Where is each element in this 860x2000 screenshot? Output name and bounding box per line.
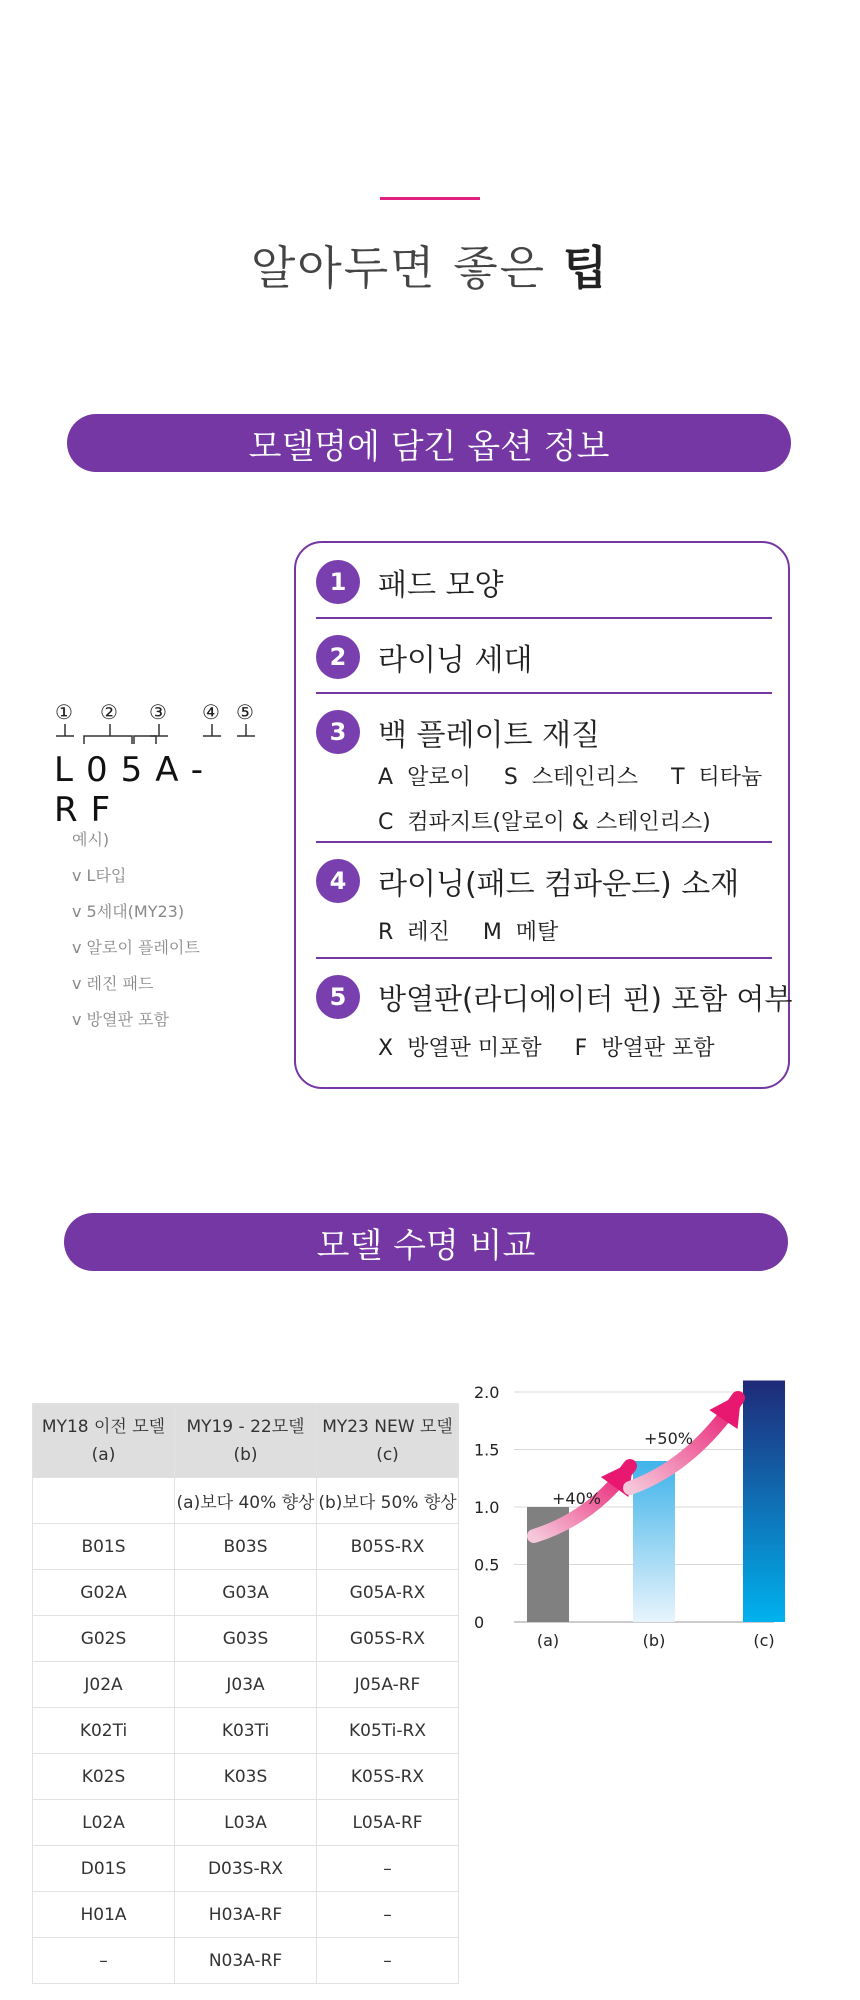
model-code-diagram (52, 700, 282, 830)
option-2 (316, 635, 772, 679)
table-row (33, 1846, 459, 1892)
example-item: v L타입 (72, 866, 127, 885)
table-header-cell: MY18 이전 모델 (a) (33, 1404, 175, 1478)
option-divider (316, 841, 772, 843)
table-cell: – (317, 1846, 459, 1892)
option-3 (316, 710, 772, 836)
table-cell: H01A (33, 1892, 175, 1938)
model-comparison-table (32, 1403, 459, 1984)
table-cell: J03A (175, 1662, 317, 1708)
chart-ytick-label: 0.5 (474, 1555, 500, 1575)
table-header-row (33, 1404, 459, 1478)
table-cell: J05A-RF (317, 1662, 459, 1708)
option-label: 방열판 미포함 (407, 1036, 542, 1061)
option-number-badge: 1 (316, 560, 360, 604)
table-cell (33, 1478, 175, 1524)
option-code: A (378, 765, 394, 790)
table-cell: N03A-RF (175, 1938, 317, 1984)
table-cell: L02A (33, 1800, 175, 1846)
table-cell: D01S (33, 1846, 175, 1892)
table-row (33, 1800, 459, 1846)
table-header-cell: MY19 - 22모델 (b) (175, 1404, 317, 1478)
option-label: 컴파지트(알로이 & 스테인리스) (407, 810, 711, 835)
table-cell: B05S-RX (317, 1524, 459, 1570)
table-cell: – (33, 1938, 175, 1984)
table-cell: K03S (175, 1754, 317, 1800)
chart-bar (743, 1381, 785, 1623)
table-row (33, 1570, 459, 1616)
tip-title-regular: 알아두면 좋은 (250, 241, 547, 295)
table-improvement-row (33, 1478, 459, 1524)
option-title: 패드 모양 (378, 568, 504, 603)
option-values (378, 760, 772, 791)
table-row (33, 1938, 459, 1984)
example-item: v 알로이 플레이트 (72, 938, 200, 957)
table-cell: G05S-RX (317, 1616, 459, 1662)
tip-title-bold: 팁 (562, 241, 610, 295)
option-info-banner (67, 414, 791, 472)
option-label: 메탈 (515, 920, 559, 945)
option-code: M (482, 920, 502, 945)
code-position-5: ⑤ (236, 700, 254, 724)
table-header-cell: MY23 NEW 모델 (c) (317, 1404, 459, 1478)
table-cell: – (317, 1892, 459, 1938)
code-position-1: ① (55, 700, 73, 724)
table-cell: L03A (175, 1800, 317, 1846)
table-row (33, 1524, 459, 1570)
table-cell: D03S-RX (175, 1846, 317, 1892)
option-label: 티타늄 (698, 765, 763, 790)
code-position-3: ③ (149, 700, 167, 724)
table-cell: (a)보다 40% 향상 (175, 1478, 317, 1524)
option-code: F (574, 1036, 588, 1061)
chart-annotation: +50% (644, 1429, 693, 1448)
option-number-badge: 3 (316, 710, 360, 754)
table-row (33, 1754, 459, 1800)
code-position-2: ② (100, 700, 118, 724)
option-title: 백 플레이트 재질 (378, 718, 600, 753)
table-cell: – (317, 1938, 459, 1984)
table-cell: G02A (33, 1570, 175, 1616)
chart-annotation: +40% (552, 1489, 601, 1508)
option-1 (316, 560, 772, 604)
table-cell: G03A (175, 1570, 317, 1616)
chart-ytick-label: 1.0 (474, 1498, 500, 1517)
lifespan-bar-chart (474, 1383, 794, 1700)
table-cell: G02S (33, 1616, 175, 1662)
example-item: v 5세대(MY23) (72, 902, 185, 921)
tip-title (0, 232, 860, 298)
table-cell: B03S (175, 1524, 317, 1570)
table-cell: J02A (33, 1662, 175, 1708)
table-cell: K05Ti-RX (317, 1708, 459, 1754)
accent-line (380, 197, 480, 200)
option-number-badge: 2 (316, 635, 360, 679)
option-divider (316, 692, 772, 694)
option-title: 라이닝(패드 컴파운드) 소재 (378, 867, 740, 902)
option-number-badge: 5 (316, 975, 360, 1019)
table-cell: K03Ti (175, 1708, 317, 1754)
table-row (33, 1662, 459, 1708)
example-item: v 레진 패드 (72, 974, 154, 993)
code-position-numbers (52, 700, 282, 724)
chart-ytick-label: 1.5 (474, 1440, 500, 1460)
code-position-4: ④ (202, 700, 220, 724)
option-code: X (378, 1036, 394, 1061)
example-list (72, 822, 200, 1038)
table-row (33, 1616, 459, 1662)
option-values (378, 805, 772, 836)
option-divider (316, 617, 772, 619)
option-5 (316, 975, 793, 1062)
option-title: 라이닝 세대 (378, 643, 533, 678)
option-code: R (378, 920, 394, 945)
option-label: 알로이 (407, 765, 471, 790)
model-code: L05A-RF (54, 750, 216, 830)
option-label: 스테인리스 (531, 765, 639, 790)
option-code: T (671, 765, 685, 790)
chart-category-label: (b) (642, 1631, 666, 1650)
option-label: 방열판 포함 (601, 1036, 715, 1061)
option-values (378, 1031, 772, 1062)
chart-category-label: (a) (536, 1631, 560, 1650)
table-cell: G03S (175, 1616, 317, 1662)
lifespan-banner-label: 모델 수명 비교 (316, 1225, 536, 1266)
table-cell: G05A-RX (317, 1570, 459, 1616)
option-number-badge: 4 (316, 859, 360, 903)
example-item: v 방열판 포함 (72, 1010, 169, 1029)
table-cell: (b)보다 50% 향상 (317, 1478, 459, 1524)
option-label: 레진 (407, 920, 450, 945)
code-bracket-lines (52, 724, 282, 748)
option-title: 방열판(라디에이터 핀) 포함 여부 (378, 981, 793, 1016)
option-info-banner-label: 모델명에 담긴 옵션 정보 (248, 426, 610, 467)
option-divider (316, 957, 772, 959)
lifespan-banner (64, 1213, 788, 1271)
option-values (378, 915, 772, 946)
table-cell: K02S (33, 1754, 175, 1800)
example-title: 예시) (72, 830, 110, 849)
table-cell: B01S (33, 1524, 175, 1570)
option-4 (316, 859, 772, 946)
table-row (33, 1708, 459, 1754)
option-code: S (503, 765, 518, 790)
option-code: C (378, 810, 394, 835)
option-info-box (294, 541, 793, 1089)
chart-ytick-label: 0 (474, 1613, 485, 1632)
chart-ytick-label: 2.0 (474, 1383, 500, 1402)
table-cell: K05S-RX (317, 1754, 459, 1800)
table-cell: H03A-RF (175, 1892, 317, 1938)
table-cell: K02Ti (33, 1708, 175, 1754)
table-row (33, 1892, 459, 1938)
chart-category-label: (c) (753, 1631, 775, 1650)
table-cell: L05A-RF (317, 1800, 459, 1846)
